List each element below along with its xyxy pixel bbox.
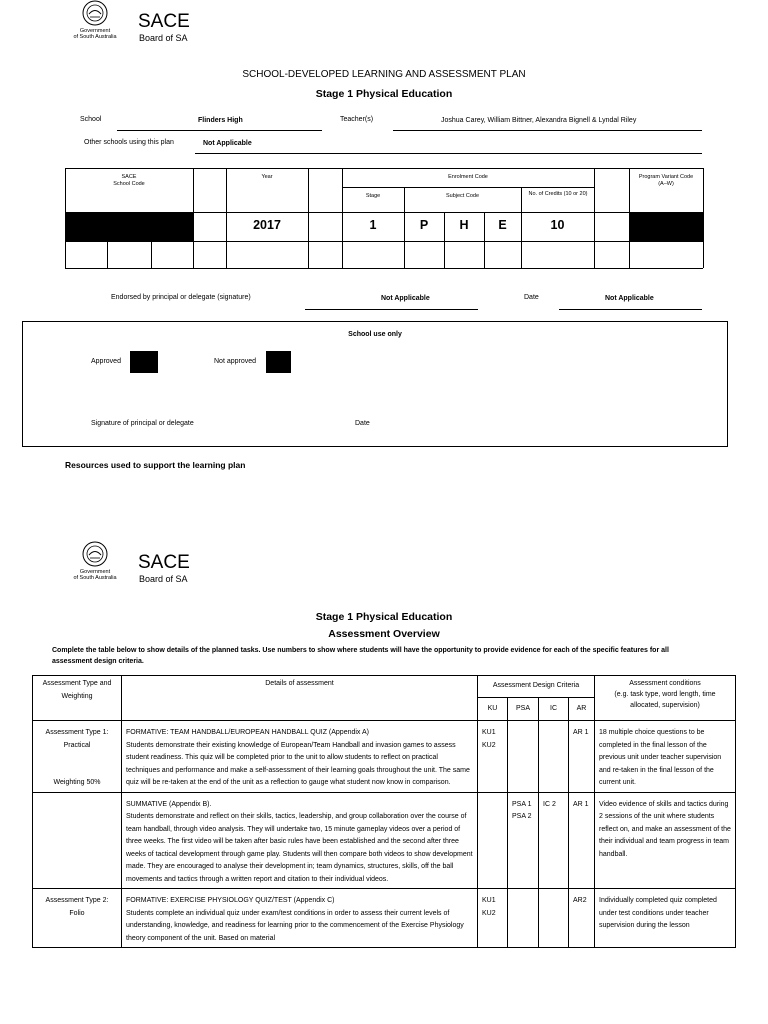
conditions-cell: Video evidence of skills and tactics during 2 sessions of the unit where students reflect on, and make an assessment of the their individual and team progress in team handball.	[595, 792, 736, 889]
subject-code-header: Subject Code	[445, 193, 480, 199]
date-line	[559, 309, 702, 310]
school-label: School	[80, 116, 102, 123]
teachers-field[interactable]: Joshua Carey, William Bittner, Alexandra Bignell & Lyndal Riley	[441, 117, 637, 124]
sace-school-code-header: SACE School Code	[113, 174, 145, 187]
ar-cell: AR 1	[569, 792, 595, 889]
overview-instructions: Complete the table below to show details of the planned tasks. Use numbers to show where students will have the opportunity to provide evidence for each of the specific features for all assessment design criteria.	[52, 647, 669, 665]
school-field[interactable]: Flinders High	[198, 117, 243, 124]
ic-header: IC	[539, 697, 569, 721]
ku-cell: KU1 KU2	[478, 721, 508, 793]
details-cell: FORMATIVE: EXERCISE PHYSIOLOGY QUIZ/TEST (Appendix C) Students complete an individual quiz under exam/test conditions in order to assess their current levels of understanding, knowledge, and readiness for learning prior to the commencement of the Exercise Physiology theory component of the unit. Based on material	[122, 889, 478, 948]
type-header: Assessment Type and Weighting	[33, 676, 122, 721]
school-use-title: School use only	[348, 331, 402, 338]
ic-cell: IC 2	[539, 792, 569, 889]
subject-code-1: P	[419, 218, 429, 232]
ar-header: AR	[569, 697, 595, 721]
sace-logo	[62, 0, 212, 50]
credits-value: 10	[550, 218, 565, 232]
endorsed-label: Endorsed by principal or delegate (signature)	[111, 294, 251, 301]
government-crest-icon	[80, 0, 110, 26]
psa-header: PSA	[508, 697, 539, 721]
details-cell: SUMMATIVE (Appendix B). Students demonstrate and reflect on their skills, tactics, leadership, and group collaboration over the course of team handball, through video analysis. They will undertake two, 15 minute gameplay videos over a period of three weeks. The first video will be taken after basic rules have been established and the second after three weeks of tactical development through game play. Students will then compare both videos to show development made. They are encouraged to analyse their development in; team dynamics, structures, skills, off the ball movements and tactics through a written report and citation to their individual videos.	[122, 792, 478, 889]
govt-text: Government of South Australia	[73, 569, 117, 581]
date-label: Date	[524, 294, 539, 301]
table-row	[33, 721, 736, 793]
subject-code-3: E	[498, 218, 507, 232]
year-header: Year	[261, 174, 273, 180]
sace-brand: SACE	[138, 552, 190, 573]
table-header-row	[33, 676, 736, 698]
ic-cell	[539, 721, 569, 793]
school-use-box	[22, 321, 728, 447]
approved-checkbox[interactable]	[130, 351, 158, 373]
criteria-header: Assessment Design Criteria	[478, 676, 595, 698]
sace-logo-2	[62, 541, 212, 591]
ar-cell: AR 1	[569, 721, 595, 793]
board-name: Board of SA	[139, 574, 188, 584]
stage-header: Stage	[365, 193, 381, 199]
overview-subtitle: Assessment Overview	[328, 628, 440, 640]
conditions-cell: 18 multiple choice questions to be completed in the final lesson of the previous unit under teacher supervision and re-taken in the final lesson of the current unit.	[595, 721, 736, 793]
school-use-date-label: Date	[355, 420, 370, 427]
ku-cell	[478, 792, 508, 889]
assessment-type-cell: Assessment Type 2: Folio	[33, 889, 122, 948]
resources-heading: Resources used to support the learning plan	[65, 460, 246, 470]
overview-title: Stage 1 Physical Education	[315, 611, 453, 623]
psa-cell: PSA 1 PSA 2	[508, 792, 539, 889]
assessment-type-cell	[33, 792, 122, 889]
psa-cell	[508, 721, 539, 793]
ar-cell: AR2	[569, 889, 595, 948]
details-cell: FORMATIVE: TEAM HANDBALL/EUROPEAN HANDBALL QUIZ (Appendix A) Students demonstrate their existing knowledge of European/Team Handball and invasion games to assess student readiness. This quiz will be completed prior to the unit to allow students to reflect on practical techniques and performance and make a self-assessment of their learning goals throughout the unit. The same quiz will be re-taken at the end of the unit as a reflection to gauge what student now know in comparison.	[122, 721, 478, 793]
assessment-overview-table	[32, 675, 736, 948]
signature-label: Signature of principal or delegate	[91, 420, 194, 427]
other-schools-field[interactable]: Not Applicable	[203, 140, 252, 147]
table-row	[33, 889, 736, 948]
not-approved-checkbox[interactable]	[266, 351, 291, 373]
assessment-type-cell: Assessment Type 1: Practical Weighting 50%	[33, 721, 122, 793]
enrolment-code-header: Enrolment Code	[448, 174, 488, 180]
plan-title: SCHOOL-DEVELOPED LEARNING AND ASSESSMENT PLAN	[242, 69, 526, 80]
approved-label: Approved	[91, 358, 121, 365]
subject-code-2: H	[459, 218, 469, 232]
other-schools-label: Other schools using this plan	[84, 139, 174, 146]
school-line	[117, 130, 322, 131]
endorsed-field[interactable]: Not Applicable	[381, 295, 430, 302]
board-name: Board of SA	[139, 33, 188, 43]
teachers-label: Teacher(s)	[340, 116, 374, 123]
variant-header: Program Variant Code (A–W)	[638, 174, 694, 187]
ku-cell: KU1 KU2	[478, 889, 508, 948]
conditions-cell: Individually completed quiz completed under test conditions under teacher supervision during the lesson	[595, 889, 736, 948]
credits-header: No. of Credits (10 or 20)	[528, 191, 588, 197]
details-header: Details of assessment	[122, 676, 478, 721]
not-approved-label: Not approved	[214, 358, 257, 365]
ic-cell	[539, 889, 569, 948]
sace-brand: SACE	[138, 11, 190, 32]
plan-subtitle: Stage 1 Physical Education	[315, 88, 453, 100]
ku-header: KU	[478, 697, 508, 721]
endorsed-line	[305, 309, 478, 310]
date-field[interactable]: Not Applicable	[605, 295, 654, 302]
govt-text: Government of South Australia	[73, 28, 117, 40]
year-value: 2017	[253, 218, 281, 232]
government-crest-icon	[80, 541, 110, 567]
table-row	[33, 792, 736, 889]
other-schools-line	[195, 153, 702, 154]
teachers-line	[393, 130, 702, 131]
conditions-header: Assessment conditions (e.g. task type, word length, time allocated, supervision)	[595, 676, 736, 721]
psa-cell	[508, 889, 539, 948]
stage-value: 1	[369, 218, 377, 232]
